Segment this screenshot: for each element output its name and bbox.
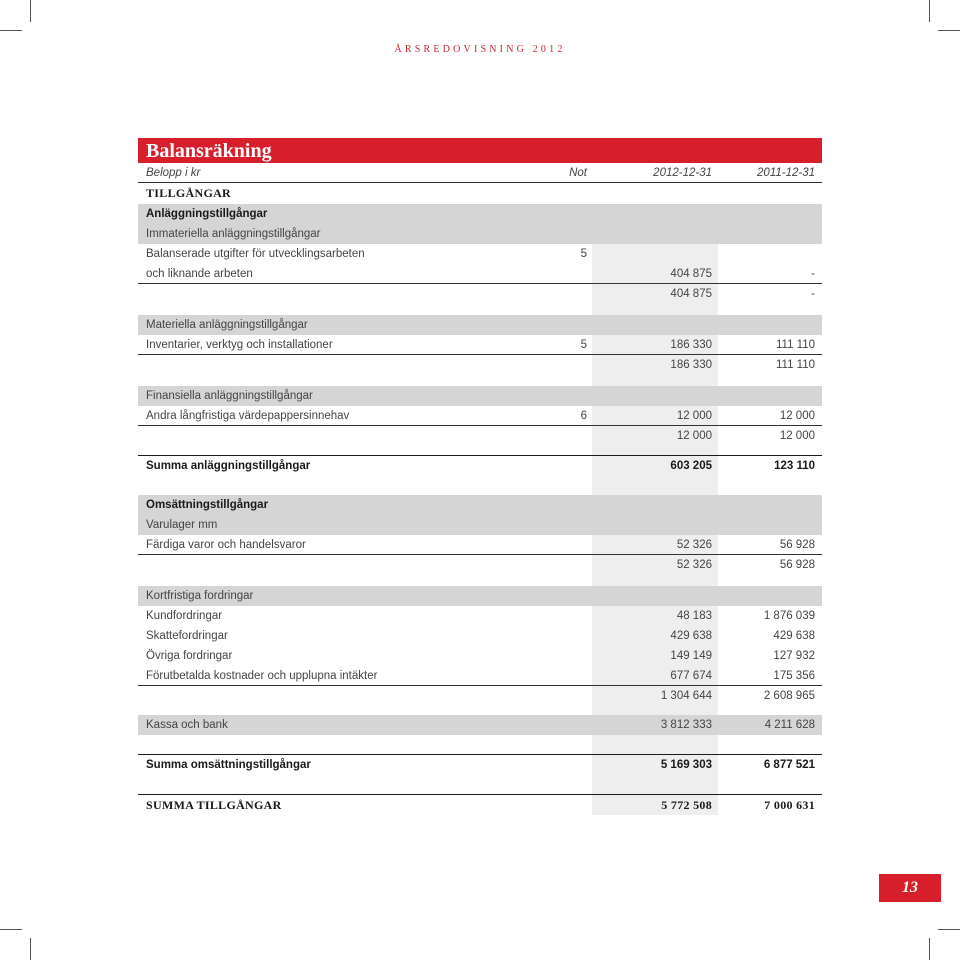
spacer [138,476,822,495]
row-previous: 123 110 [774,460,815,472]
table-row [138,606,822,626]
row-previous: 2 608 965 [763,690,815,702]
table-row [138,204,822,224]
table-row [138,315,822,335]
row-current: 12 000 [592,406,718,425]
spacer [138,446,822,455]
table-row [138,406,822,426]
row-label: Summa omsättningstillgångar [146,759,311,771]
table-row [138,183,822,204]
spacer [138,706,822,715]
row-label: Kortfristiga fordringar [146,590,254,602]
table-row [138,666,822,686]
row-current: 404 875 [592,264,718,283]
page-number: 13 [879,874,941,902]
row-current [592,244,718,264]
table-row [138,586,822,606]
row-previous: 111 110 [775,359,815,371]
row-previous: - [811,267,815,280]
row-label: Färdiga varor och handelsvaror [146,538,306,551]
row-label: Anläggningstillgångar [146,208,268,220]
crop-mark [0,30,22,31]
row-previous: 12 000 [779,409,815,422]
column-previous-year: 2011-12-31 [757,166,815,179]
row-label: Förutbetalda kostnader och upplupna intäkter [146,669,378,682]
row-current: 603 205 [592,456,718,476]
row-current: 48 183 [592,606,718,626]
table-row [138,224,822,244]
row-previous: 56 928 [779,559,815,571]
row-current: 186 330 [592,355,718,375]
crop-mark [0,929,22,930]
crop-mark [938,929,960,930]
row-note: 5 [580,338,587,351]
balance-table [138,183,822,815]
spacer [138,375,822,386]
spacer [138,304,822,315]
table-row [138,715,822,735]
column-note: Not [569,166,587,179]
row-label: Skattefordringar [146,630,228,642]
row-label: Andra långfristiga värdepappersinnehav [146,409,350,422]
column-current-year: 2012-12-31 [653,166,712,179]
row-label: TILLGÅNGAR [146,186,232,200]
row-label: Immateriella anläggningstillgångar [146,228,321,240]
row-current: 5 772 508 [592,795,718,815]
row-current: 12 000 [592,426,718,446]
row-current: 149 149 [592,646,718,666]
column-header-row [138,163,822,183]
crop-mark [30,0,31,22]
row-current: 186 330 [592,335,718,354]
balance-sheet [138,138,822,815]
row-current: 3 812 333 [660,719,712,731]
row-previous: 12 000 [779,430,815,442]
row-current: 677 674 [592,666,718,685]
table-row [138,495,822,515]
row-label: Kundfordringar [146,610,223,622]
total-row [138,754,822,775]
running-header: ÅRSREDOVISNING 2012 [394,44,566,55]
row-label: Omsättningstillgångar [146,499,269,511]
crop-mark [929,938,930,960]
row-previous: 429 638 [773,630,815,642]
spacer [138,575,822,586]
row-label: Varulager mm [146,519,218,531]
subtotal-row [138,284,822,304]
row-previous: 127 932 [773,650,815,662]
row-current: 52 326 [592,555,718,575]
row-current: 5 169 303 [592,755,718,775]
row-note: 6 [580,409,587,422]
table-row [138,535,822,555]
row-previous: 7 000 631 [764,797,815,812]
row-label: Inventarier, verktyg och installationer [146,338,333,351]
crop-mark [30,938,31,960]
row-previous: 6 877 521 [763,759,815,771]
row-current: 52 326 [592,535,718,554]
row-label: och liknande arbeten [146,267,253,280]
row-note: 5 [580,248,587,260]
row-previous: 1 876 039 [763,610,815,622]
subtotal-row [138,686,822,706]
table-row [138,264,822,284]
row-current: 429 638 [592,626,718,646]
row-current: 404 875 [592,284,718,304]
row-label: Kassa och bank [146,719,228,731]
row-previous: 56 928 [779,538,815,551]
row-label: Övriga fordringar [146,650,233,662]
row-previous: 111 110 [775,338,815,351]
total-row [138,455,822,476]
row-label: Summa anläggningstillgångar [146,460,311,472]
subtotal-row [138,355,822,375]
row-label: Balanserade utgifter för utvecklingsarbeten [146,248,365,260]
page-title: Balansräkning [138,138,822,163]
table-row [138,515,822,535]
crop-mark [938,30,960,31]
row-previous: - [811,288,815,300]
column-label: Belopp i kr [146,166,201,179]
table-row [138,386,822,406]
row-label: Materiella anläggningstillgångar [146,319,308,331]
row-label: SUMMA TILLGÅNGAR [146,797,282,812]
table-row [138,626,822,646]
table-row [138,244,822,264]
subtotal-row [138,555,822,575]
table-row [138,646,822,666]
spacer [138,775,822,794]
spacer [138,735,822,754]
subtotal-row [138,426,822,446]
crop-mark [929,0,930,22]
row-current: 1 304 644 [592,686,718,706]
row-previous: 4 211 628 [764,719,815,731]
grand-total-row [138,794,822,815]
table-row [138,335,822,355]
row-label: Finansiella anläggningstillgångar [146,390,313,402]
row-previous: 175 356 [773,669,815,682]
